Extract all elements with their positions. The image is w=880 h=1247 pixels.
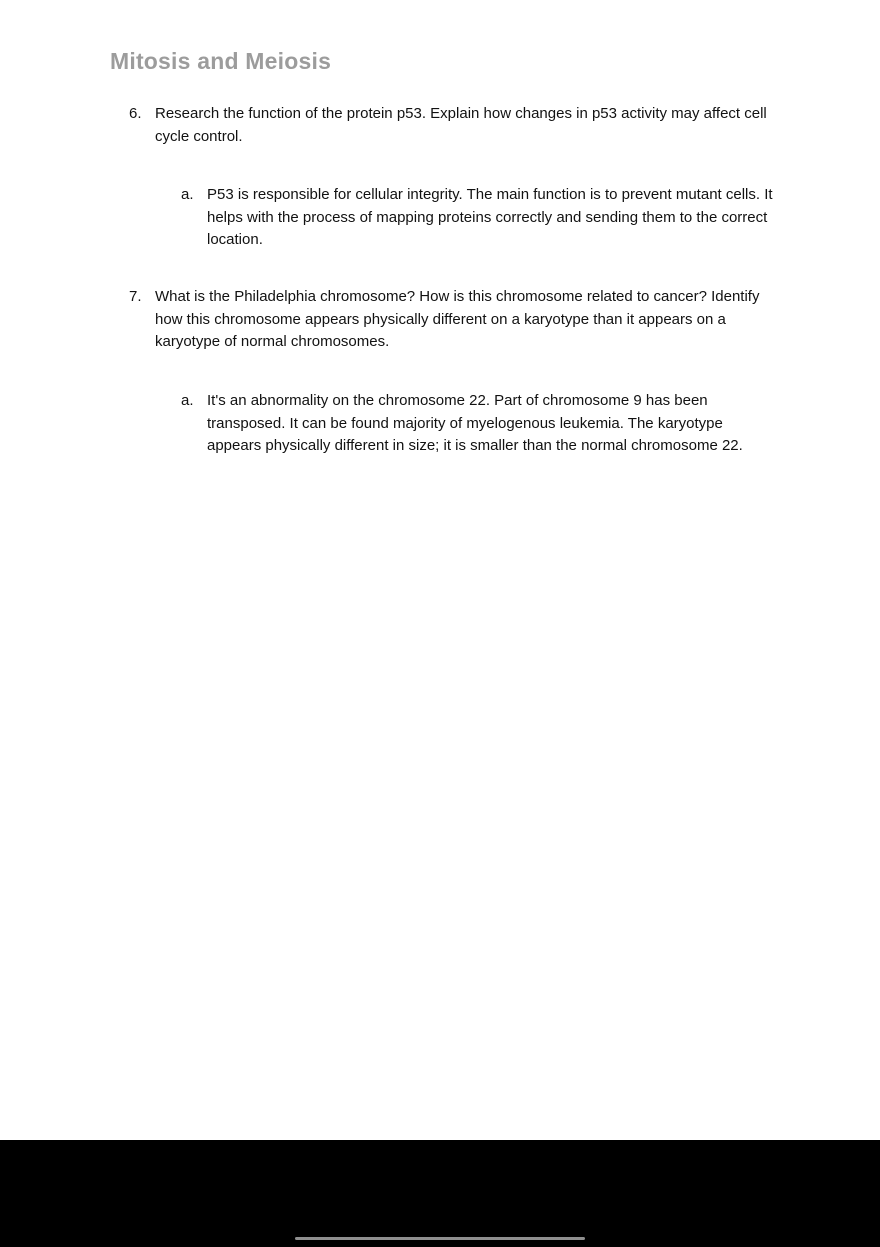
question-7 [129,286,775,354]
answer-6a-text: P53 is responsible for cellular integrity. The main function is to prevent mutant cells. It helps with the process of mapping proteins correctly and sending them to the correct location. [207,186,773,248]
question-6-text: Research the function of the protein p53. Explain how changes in p53 activity may affect cell cycle control. [155,105,767,145]
question-6-number: 6. [129,105,142,122]
bottom-black-bar [0,1140,880,1247]
document-title: Mitosis and Meiosis [110,48,332,74]
question-7-number: 7. [129,288,142,305]
answer-6a-label: a. [181,186,194,203]
answer-7a-text: It's an abnormality on the chromosome 22. Part of chromosome 9 has been transposed. It can be found majority of myelogenous leukemia. The karyotype appears physically different in size; it is smaller than the normal chromosome 22. [207,392,743,454]
question-6 [129,103,775,148]
footer-progress-line [295,1237,585,1240]
answer-6a [181,184,777,252]
question-7-text: What is the Philadelphia chromosome? How is this chromosome related to cancer? Identify how this chromosome appears physically different on a karyotype than it appears on a karyotype of normal chromosomes. [155,288,760,350]
answer-7a [181,390,777,458]
answer-7a-label: a. [181,392,194,409]
